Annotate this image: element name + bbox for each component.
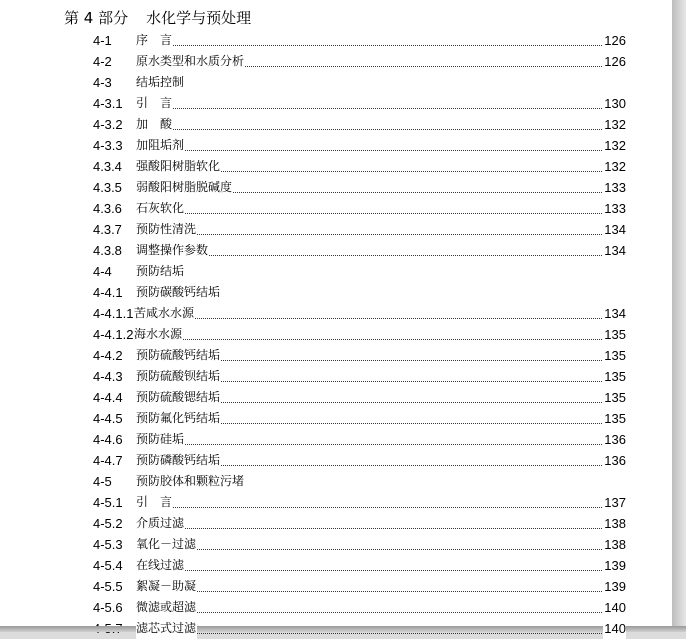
toc-entry-title: 预防结垢	[136, 261, 185, 282]
toc-entry-page: 133	[603, 177, 626, 198]
toc-entry-number: 4-5.6	[93, 600, 123, 615]
toc-entry[interactable]	[0, 219, 672, 240]
toc-entry-page: 134	[603, 219, 626, 240]
toc-entry-number: 4-4.7	[93, 453, 123, 468]
page-shadow-right	[672, 0, 686, 632]
toc-leader-dots	[140, 570, 604, 571]
toc-entry-number: 4-4.3	[93, 369, 123, 384]
toc-entry-number: 4.3.7	[93, 222, 122, 237]
toc-entry[interactable]	[0, 324, 672, 345]
toc-entry-page: 126	[603, 30, 626, 51]
toc-entry-number: 4-4.1.1	[93, 306, 134, 321]
toc-entry[interactable]	[0, 534, 672, 555]
toc-entry-title: 预防磷酸钙结垢	[136, 450, 221, 471]
toc-entry-number: 4-3.3	[93, 138, 123, 153]
toc-entry-title: 强酸阳树脂软化	[136, 156, 221, 177]
toc-entry-number: 4-5.2	[93, 516, 123, 531]
toc-entry[interactable]	[0, 72, 672, 93]
toc-entry-title: 在线过滤	[136, 555, 185, 576]
toc-entry-title: 预防硫酸锶结垢	[136, 387, 221, 408]
toc-entry-title: 预防氟化钙结垢	[136, 408, 221, 429]
toc-entry-number: 4-4.2	[93, 348, 123, 363]
toc-entry[interactable]	[0, 471, 672, 492]
toc-entry-page: 135	[603, 324, 626, 345]
toc-entry-page: 136	[603, 429, 626, 450]
toc-entry-number: 4-2	[93, 54, 112, 69]
toc-entry-title: 引 言	[136, 93, 173, 114]
toc-entry[interactable]	[0, 261, 672, 282]
toc-entry[interactable]	[0, 576, 672, 597]
table-of-contents	[0, 30, 672, 639]
toc-entry-number: 4-1	[93, 33, 112, 48]
toc-entry-title: 预防胶体和颗粒污堵	[136, 471, 245, 492]
toc-entry-page: 130	[603, 93, 626, 114]
toc-entry-title: 序 言	[136, 30, 173, 51]
toc-entry-page: 134	[603, 303, 626, 324]
toc-entry-number: 4-4.1.2	[93, 327, 134, 342]
toc-entry-page: 138	[603, 513, 626, 534]
toc-leader-dots	[140, 255, 604, 256]
toc-entry[interactable]	[0, 93, 672, 114]
toc-entry-number: 4.3.8	[93, 243, 122, 258]
toc-leader-dots	[140, 45, 604, 46]
toc-entry[interactable]	[0, 345, 672, 366]
toc-entry-page: 140	[603, 618, 626, 639]
toc-entry[interactable]	[0, 366, 672, 387]
toc-entry-page: 132	[603, 114, 626, 135]
toc-leader-dots	[140, 612, 604, 613]
toc-entry-number: 4-4.4	[93, 390, 123, 405]
toc-entry-title: 海水水源	[134, 324, 183, 345]
toc-entry-page: 139	[603, 576, 626, 597]
toc-entry[interactable]	[0, 513, 672, 534]
toc-entry-title: 引 言	[136, 492, 173, 513]
toc-entry-number: 4-5.5	[93, 579, 123, 594]
toc-entry[interactable]	[0, 450, 672, 471]
toc-entry-page: 135	[603, 408, 626, 429]
toc-leader-dots	[140, 591, 604, 592]
toc-entry-title: 微滤或超滤	[136, 597, 197, 618]
toc-entry-number: 4-5.3	[93, 537, 123, 552]
toc-entry-title: 预防性清洗	[136, 219, 197, 240]
toc-entry[interactable]	[0, 492, 672, 513]
toc-entry[interactable]	[0, 135, 672, 156]
toc-leader-dots	[140, 633, 604, 634]
toc-entry-title: 絮凝－助凝	[136, 576, 197, 597]
toc-entry-page: 137	[603, 492, 626, 513]
toc-entry-page: 138	[603, 534, 626, 555]
toc-entry-number: 4.3.5	[93, 180, 122, 195]
toc-entry-title: 预防硫酸钡结垢	[136, 366, 221, 387]
toc-entry-number: 4-5.1	[93, 495, 123, 510]
toc-entry-page: 133	[603, 198, 626, 219]
toc-entry[interactable]	[0, 282, 672, 303]
toc-entry[interactable]	[0, 597, 672, 618]
toc-entry-number: 4-3	[93, 75, 112, 90]
toc-entry-title: 介质过滤	[136, 513, 185, 534]
page-shadow-bottom	[0, 626, 686, 632]
toc-leader-dots	[140, 549, 604, 550]
toc-leader-dots	[140, 150, 604, 151]
toc-leader-dots	[140, 444, 604, 445]
toc-entry-title: 原水类型和水质分析	[136, 51, 245, 72]
toc-entry[interactable]	[0, 51, 672, 72]
toc-leader-dots	[140, 108, 604, 109]
part-number: 第 4 部分	[64, 9, 129, 27]
toc-entry-page: 126	[603, 51, 626, 72]
toc-entry-title: 预防碳酸钙结垢	[136, 282, 221, 303]
toc-leader-dots	[140, 213, 604, 214]
toc-entry-page: 139	[603, 555, 626, 576]
toc-entry-title: 石灰软化	[136, 198, 185, 219]
toc-entry-page: 135	[603, 345, 626, 366]
toc-entry-title: 预防硫酸钙结垢	[136, 345, 221, 366]
toc-entry-number: 4.3.6	[93, 201, 122, 216]
toc-entry-page: 136	[603, 450, 626, 471]
toc-entry-page: 132	[603, 156, 626, 177]
toc-entry-number: 4-4	[93, 264, 112, 279]
toc-entry-number: 4-5	[93, 474, 112, 489]
toc-entry[interactable]	[0, 156, 672, 177]
toc-leader-dots	[140, 234, 604, 235]
toc-entry-page: 135	[603, 387, 626, 408]
toc-leader-dots	[140, 129, 604, 130]
toc-entry-title: 调整操作参数	[136, 240, 209, 261]
toc-entry-number: 4-4.5	[93, 411, 123, 426]
toc-entry-number: 4-4.6	[93, 432, 123, 447]
toc-entry-number: 4-3.1	[93, 96, 123, 111]
toc-entry-number: 4-3.2	[93, 117, 123, 132]
toc-entry[interactable]	[0, 240, 672, 261]
toc-entry-page: 132	[603, 135, 626, 156]
toc-entry-page: 135	[603, 366, 626, 387]
toc-entry[interactable]	[0, 429, 672, 450]
toc-entry-title: 加阻垢剂	[136, 135, 185, 156]
toc-entry-title: 预防硅垢	[136, 429, 185, 450]
part-title: 水化学与预处理	[146, 9, 252, 27]
toc-entry-title: 滤芯式过滤	[136, 618, 197, 639]
toc-entry[interactable]	[0, 177, 672, 198]
toc-entry[interactable]	[0, 198, 672, 219]
toc-entry[interactable]	[0, 303, 672, 324]
toc-entry-number: 4.3.4	[93, 159, 122, 174]
toc-leader-dots	[140, 339, 604, 340]
toc-entry-title: 苦咸水水源	[134, 303, 195, 324]
toc-entry-page: 134	[603, 240, 626, 261]
toc-entry[interactable]	[0, 555, 672, 576]
toc-entry[interactable]	[0, 30, 672, 51]
toc-entry-title: 结垢控制	[136, 72, 185, 93]
toc-entry-number: 4-5.4	[93, 558, 123, 573]
toc-entry-title: 弱酸阳树脂脱碱度	[136, 177, 233, 198]
toc-leader-dots	[140, 318, 604, 319]
toc-entry[interactable]	[0, 114, 672, 135]
toc-entry-number: 4-4.1	[93, 285, 123, 300]
toc-entry-page: 140	[603, 597, 626, 618]
toc-leader-dots	[140, 507, 604, 508]
toc-entry[interactable]	[0, 408, 672, 429]
toc-entry-title: 氧化－过滤	[136, 534, 197, 555]
toc-entry[interactable]	[0, 387, 672, 408]
toc-entry-title: 加 酸	[136, 114, 173, 135]
part-heading	[64, 6, 251, 30]
toc-leader-dots	[140, 528, 604, 529]
